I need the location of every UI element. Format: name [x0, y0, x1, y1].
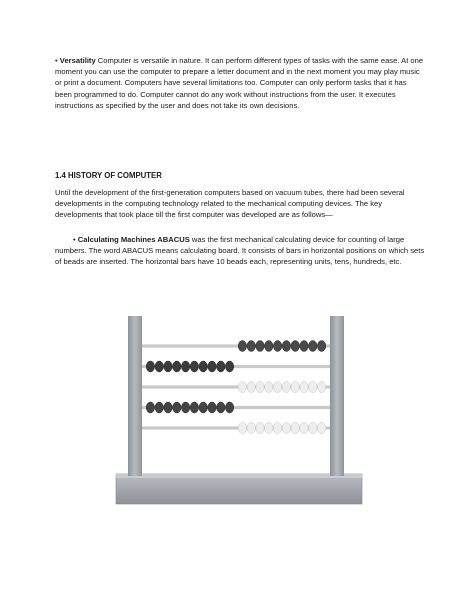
abacus-bead [146, 361, 154, 372]
bullet: • [73, 235, 76, 244]
abacus-bead [225, 361, 233, 372]
abacus-bead [309, 382, 317, 393]
abacus-bead [300, 382, 308, 393]
abacus-rows [142, 341, 330, 434]
abacus-bead [155, 361, 163, 372]
abacus-bead [265, 382, 273, 393]
abacus-base-top [116, 474, 362, 478]
abacus-bead [247, 423, 255, 434]
abacus-bead [217, 402, 225, 413]
abacus-bead [291, 341, 299, 352]
abacus-bead [155, 402, 163, 413]
abacus-bead [208, 361, 216, 372]
abacus-bead [181, 361, 189, 372]
abacus-paragraph [55, 234, 425, 268]
abacus-base [116, 474, 362, 504]
abacus-bead [265, 423, 273, 434]
section-heading: 1.4 HISTORY OF COMPUTER [55, 171, 162, 180]
abacus-bead [317, 382, 325, 393]
abacus-bead [273, 382, 281, 393]
abacus-image [104, 302, 374, 510]
abacus-bead [256, 382, 264, 393]
abacus-bead [291, 423, 299, 434]
abacus-bead [173, 361, 181, 372]
abacus-bead [238, 341, 246, 352]
abacus-bead [317, 341, 325, 352]
abacus-bead [225, 402, 233, 413]
abacus-bead [164, 361, 172, 372]
abacus-bead [164, 402, 172, 413]
abacus-bead [256, 423, 264, 434]
abacus-bead [273, 341, 281, 352]
bullet: • [55, 56, 58, 65]
abacus-bead [291, 382, 299, 393]
abacus-bead [309, 341, 317, 352]
abacus-bead [173, 402, 181, 413]
abacus-bead [309, 423, 317, 434]
abacus-bead [238, 423, 246, 434]
versatility-text: Computer is versatile in nature. It can perform different types of tasks with the same ease. At one moment you can use the computer to prepare a letter document and in the next moment you may play music or print a document. Computers have several limitations too. Computer can only perform tasks that it has been programmed to do. Computer cannot do any work without instructions from the user. It executes instructions as specified by the user and does not take its own decisions. [55, 56, 424, 110]
abacus-bead [247, 341, 255, 352]
abacus-bead [238, 382, 246, 393]
versatility-term: Versatility [59, 56, 96, 65]
abacus-bead [199, 402, 207, 413]
abacus-bead [190, 361, 198, 372]
abacus-bead [208, 402, 216, 413]
abacus-term: Calculating Machines ABACUS [77, 235, 190, 244]
abacus-bead [282, 423, 290, 434]
abacus-bead [317, 423, 325, 434]
abacus-bead [181, 402, 189, 413]
abacus-bead [300, 341, 308, 352]
abacus-bead [217, 361, 225, 372]
abacus-left-post [128, 316, 142, 476]
abacus-bead [247, 382, 255, 393]
abacus-bead [282, 382, 290, 393]
history-intro-paragraph: Until the development of the first-generation computers based on vacuum tubes, there had been several developments in the computing technology related to the mechanical computing devices. The key developments that took place till the first computer was developed are as follows— [55, 188, 405, 220]
abacus-bead [190, 402, 198, 413]
abacus-bead [282, 341, 290, 352]
abacus-bead [300, 423, 308, 434]
abacus-bead [273, 423, 281, 434]
abacus-bead [256, 341, 264, 352]
abacus-bead [199, 361, 207, 372]
abacus-right-post [330, 316, 344, 476]
abacus-bead [146, 402, 154, 413]
abacus-text: was the first mechanical calculating device for counting of large numbers. The word ABACUS means calculating board. It consists of bars in horizontal positions on which sets of beads are inserted. The horizontal bars have 10 beads each, representing units, tens, hundreds, etc. [55, 235, 425, 267]
abacus-bead [265, 341, 273, 352]
versatility-paragraph [55, 55, 425, 111]
